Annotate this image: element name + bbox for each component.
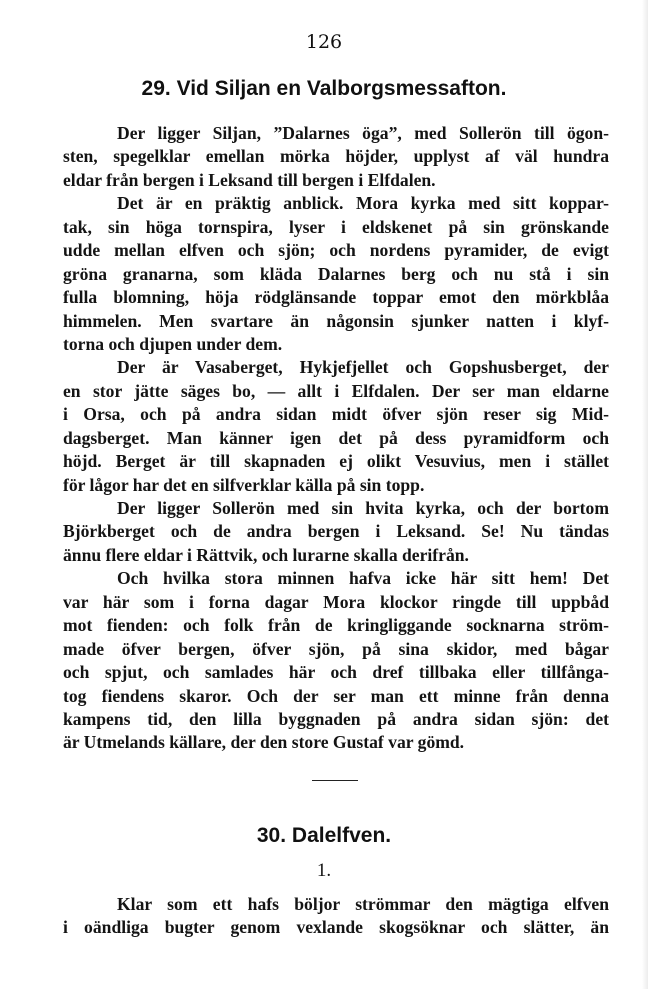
- text-line: höjd. Berget är till skapnaden ej olikt Vesuvius, men i stället: [63, 451, 609, 472]
- text-line: i Orsa, och på andra sidan midt öfver sjön reser sig Mid-: [63, 404, 609, 425]
- page-number: 126: [305, 31, 343, 53]
- text-line: var här som i forna dagar Mora klockor ringde till uppbåd: [63, 591, 609, 612]
- text-line: ännu flere eldar i Rättvik, och lurarne skalla derifrån.: [63, 544, 469, 565]
- text-line: eldar från bergen i Leksand till bergen i Elfdalen.: [63, 169, 436, 190]
- text-line: himmelen. Men svartare än någonsin sjunker natten i klyf-: [63, 310, 609, 331]
- text-line: tog fiendens skaror. Och der ser man ett minne från denna: [63, 685, 609, 706]
- subsection-number: 1.: [316, 860, 332, 881]
- text-line: Det är en präktig anblick. Mora kyrka med sitt koppar-: [117, 193, 609, 214]
- section-29-heading: 29. Vid Siljan en Valborgsmessafton.: [141, 77, 507, 100]
- text-line: Och hvilka stora minnen hafva icke här sitt hem! Det: [117, 568, 609, 589]
- text-line: dagsberget. Man känner igen det på dess pyramidform och: [63, 427, 609, 448]
- section-29-body: [63, 122, 609, 755]
- text-line: fulla blomning, höja rödglänsande toppar emot den mörkblåa: [63, 287, 609, 308]
- text-line: Klar som ett hafs böljor strömmar den mägtiga elfven: [117, 894, 609, 914]
- text-line: i oändliga bugter genom vexlande skogsöknar och slätter, än: [63, 917, 609, 938]
- section-30-body: [63, 893, 609, 940]
- section-30-heading: 30. Dalelfven.: [256, 824, 392, 847]
- text-line: sten, spegelklar emellan mörka höjder, upplyst af väl hundra: [63, 146, 609, 167]
- text-line: tak, sin höga tornspira, lyser i eldskenet på sin grönskande: [63, 216, 609, 237]
- text-line: gröna granarna, som kläda Dalarnes berg och nu stå i sin: [63, 263, 609, 284]
- text-line: kampens tid, den lilla byggnaden på andra sidan sjön: det: [63, 708, 609, 729]
- text-line: mot fienden: och folk från de kringliggande socknarna ström-: [63, 615, 609, 636]
- section-divider: [312, 780, 358, 781]
- text-line: en stor jätte säges bo, — allt i Elfdalen. Der ser man eldarne: [63, 380, 609, 401]
- text-line: Der är Vasaberget, Hykjefjellet och Gopshusberget, der: [117, 357, 609, 378]
- text-line: Der ligger Siljan, ”Dalarnes öga”, med Sollerön till ögon-: [117, 123, 609, 143]
- text-line: Der ligger Sollerön med sin hvita kyrka, och der bortom: [117, 498, 609, 518]
- text-line: Björkberget och de andra bergen i Leksand. Se! Nu tändas: [63, 521, 609, 542]
- text-line: och spjut, och samlades här och dref tillbaka eller tillfånga-: [63, 662, 609, 683]
- page-edge: [642, 0, 648, 989]
- text-line: udde mellan elfven och sjön; och nordens pyramider, de evigt: [63, 240, 609, 261]
- text-line: torna och djupen under dem.: [63, 333, 283, 354]
- text-line: made öfver bergen, öfver sjön, på sina skidor, med bågar: [63, 638, 609, 659]
- text-line: för lågor har det en silfverklar källa på sin topp.: [63, 474, 425, 495]
- text-line: är Utmelands källare, der den store Gustaf var gömd.: [63, 732, 465, 753]
